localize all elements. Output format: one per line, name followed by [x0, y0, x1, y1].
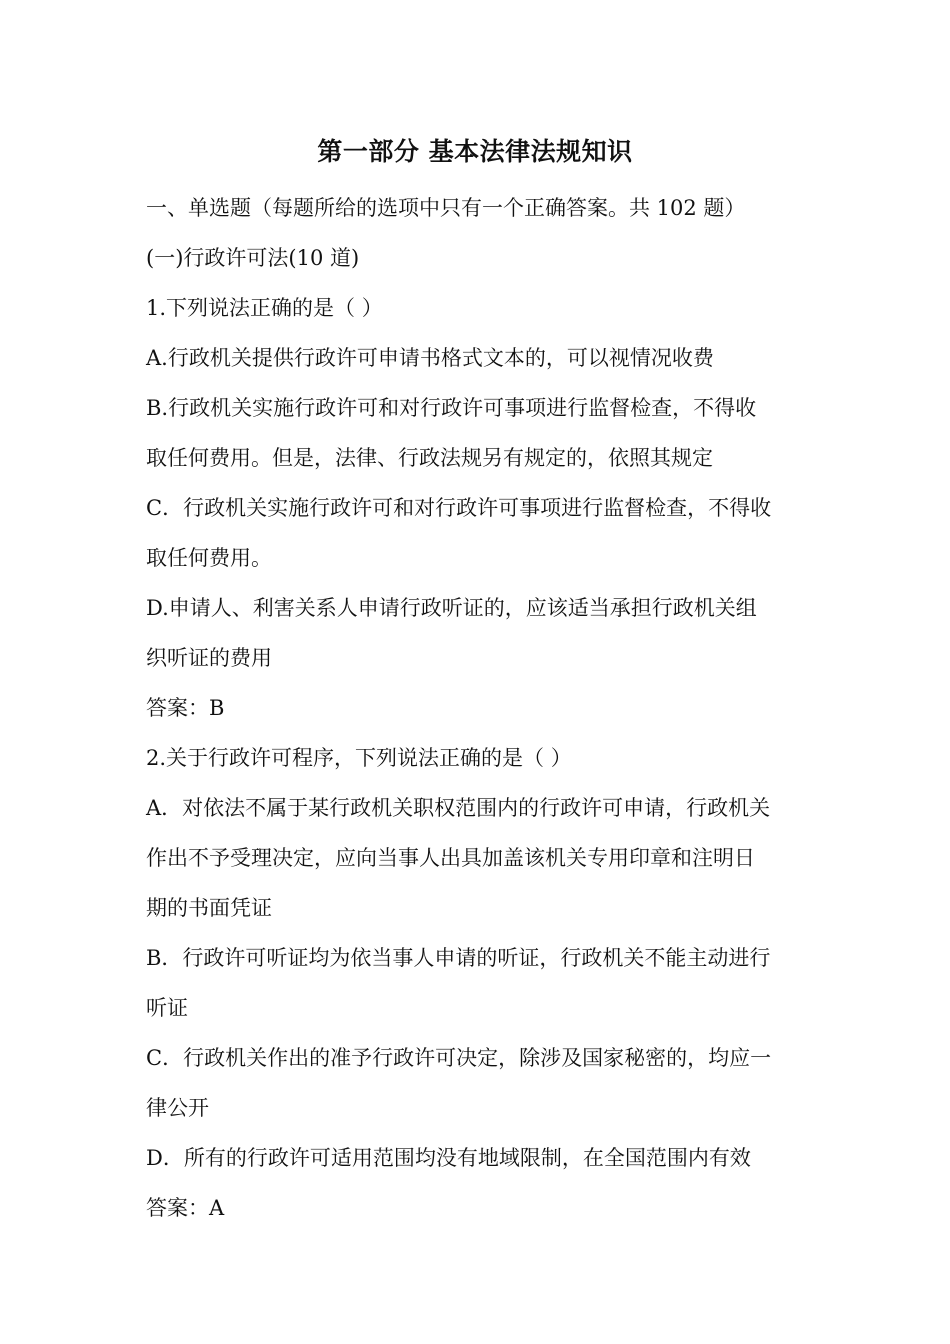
question-2-answer: 答案：A: [146, 1196, 225, 1220]
question-1-option-b: B.行政机关实施行政许可和对行政许可事项进行监督检查，不得收: [146, 396, 757, 420]
question-2-option-c-cont: 律公开: [146, 1096, 209, 1120]
question-2-option-c: C．行政机关作出的准予行政许可决定，除涉及国家秘密的，均应一: [146, 1046, 772, 1070]
question-1-option-a: A.行政机关提供行政许可申请书格式文本的，可以视情况收费: [146, 346, 714, 370]
question-2-option-b-cont: 听证: [146, 996, 188, 1020]
question-2-option-a: A．对依法不属于某行政机关职权范围内的行政许可申请，行政机关: [146, 796, 771, 820]
question-2-option-a-cont: 作出不予受理决定，应向当事人出具加盖该机关专用印章和注明日: [146, 846, 755, 870]
question-1-option-c: C．行政机关实施行政许可和对行政许可事项进行监督检查，不得收: [146, 496, 772, 520]
question-2-option-b: B．行政许可听证均为依当事人申请的听证，行政机关不能主动进行: [146, 946, 771, 970]
question-1-option-b-cont: 取任何费用。但是，法律、行政法规另有规定的，依照其规定: [146, 446, 713, 470]
question-2-option-a-cont: 期的书面凭证: [146, 896, 272, 920]
question-1-option-c-cont: 取任何费用。: [146, 546, 272, 570]
question-1: 1.下列说法正确的是（ ）: [146, 296, 383, 320]
question-1-option-d-cont: 织听证的费用: [146, 646, 272, 670]
subsection-heading: (一)行政许可法(10 道): [146, 246, 360, 270]
page-title: 第一部分 基本法律法规知识: [317, 137, 633, 166]
question-2-option-d: D．所有的行政许可适用范围均没有地域限制，在全国范围内有效: [146, 1146, 751, 1170]
document-body: [146, 183, 811, 1233]
section-heading: 一、单选题（每题所给的选项中只有一个正确答案。共 102 题）: [146, 196, 746, 220]
question-1-answer: 答案：B: [146, 696, 225, 720]
question-2: 2.关于行政许可程序，下列说法正确的是（ ）: [146, 746, 572, 770]
question-1-option-d: D.申请人、利害关系人申请行政听证的，应该适当承担行政机关组: [146, 596, 757, 620]
